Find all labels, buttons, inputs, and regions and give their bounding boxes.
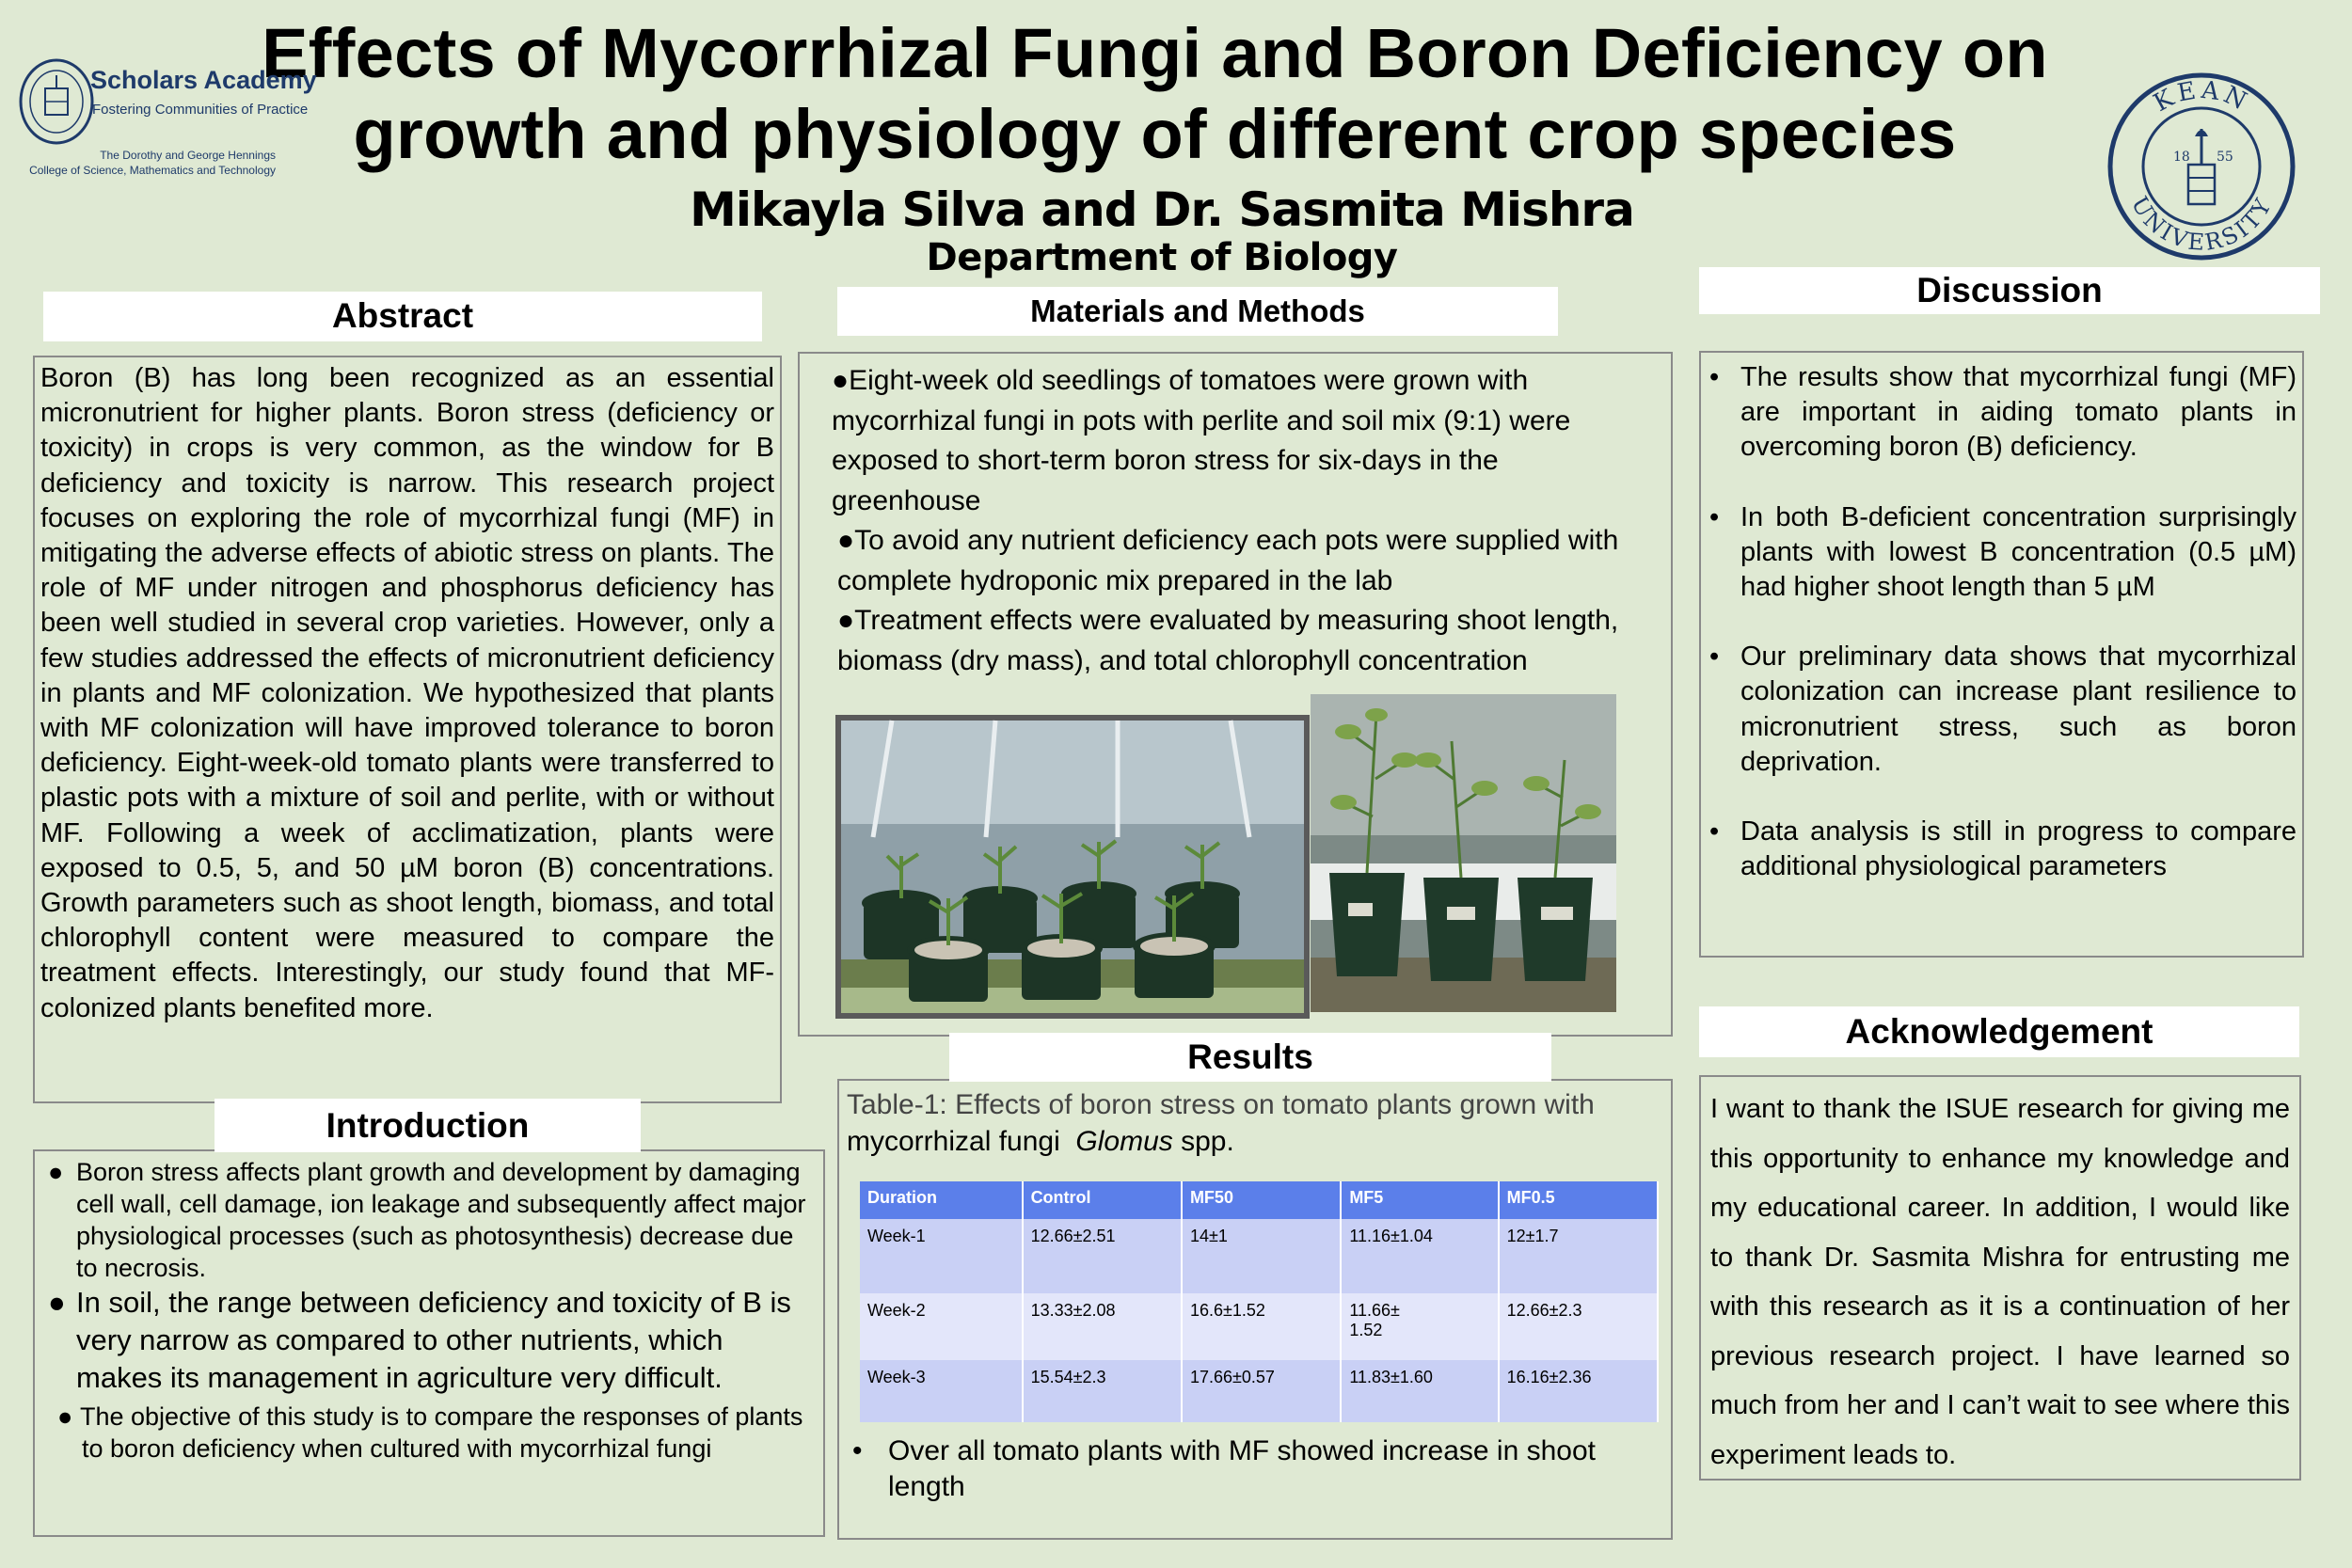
table-caption: Table-1: Effects of boron stress on tomato plants grown with mycorrhizal fungi Glomus spp. [847, 1089, 1595, 1157]
table-cell: Week-1 [860, 1219, 1023, 1293]
table-header-cell: MF5 [1341, 1181, 1498, 1219]
abstract-heading: Abstract [43, 292, 762, 341]
table-row [860, 1360, 1658, 1422]
discussion-item: • Our preliminary data shows that mycorrhizal colonization can increase plant resilience to micronutrient stress, such as boron deprivation. [1709, 641, 2296, 777]
logo-name: Scholars Academy [90, 66, 317, 94]
table-cell: 12.66±2.3 [1499, 1293, 1658, 1360]
table-cell: 12±1.7 [1499, 1219, 1658, 1293]
table-cell: 15.54±2.3 [1023, 1360, 1182, 1422]
discussion-item: • Data analysis is still in progress to compare additional physiological parameters [1709, 816, 2296, 882]
discussion-item: • In both B-deficient concentration surprisingly plants with lowest B concentration (0.5 µM) had higher shoot length than 5 µM [1709, 501, 2296, 603]
svg-text:KEAN: KEAN [2149, 75, 2255, 119]
logo-college-line-1: The Dorothy and George Hennings [100, 149, 276, 162]
results-heading: Results [949, 1033, 1551, 1082]
title-line-1: Effects of Mycorrhizal Fungi and Boron Deficiency on [262, 14, 2048, 92]
table-header-cell: Duration [860, 1181, 1023, 1219]
scholars-academy-logo [17, 55, 317, 186]
discussion-item: • The results show that mycorrhizal fungi (MF) are important in aiding tomato plants in overcoming boron (B) deficiency. [1709, 362, 2296, 463]
results-panel [837, 1079, 1673, 1540]
discussion-panel [1699, 351, 2304, 958]
discussion-heading: Discussion [1699, 267, 2320, 314]
table-header-cell: MF0.5 [1499, 1181, 1658, 1219]
intro-item: ● The objective of this study is to compare the responses of plants to boron deficiency when cultured with mycorrhizal fungi [57, 1402, 803, 1463]
acknowledgement-text: I want to thank the ISUE research for giving me this opportunity to enhance my knowledge and my educational career. In addition, I would like to thank Dr. Sasmita Mishra for entrusting me with this research as it is a continuation of her previous research project. I have learned so much from her and I can’t wait to see where this experiment leads to. [1699, 1075, 2301, 1481]
kean-seal-small-icon [17, 55, 102, 149]
introduction-panel [33, 1149, 825, 1537]
table-cell: 11.83±1.60 [1341, 1360, 1498, 1422]
table-cell: Week-3 [860, 1360, 1023, 1422]
table-cell: 12.66±2.51 [1023, 1219, 1182, 1293]
title-line-2: growth and physiology of different crop species [353, 95, 1957, 173]
methods-item: ●Treatment effects were evaluated by measuring shoot length, biomass (dry mass), and total chlorophyll concentration [837, 605, 1619, 676]
svg-text:UNIVERSITY: UNIVERSITY [2125, 192, 2279, 256]
table-cell: 16.16±2.36 [1499, 1360, 1658, 1422]
abstract-text: Boron (B) has long been recognized as an essential micronutrient for higher plants. Boron stress (deficiency or toxicity) in crops is very common, as the window for B deficiency and toxicity is narrow. This research project focuses on exploring the role of mycorrhizal fungi (MF) in mitigating the adverse effects of abiotic stress on plants. The role of MF under nitrogen and phosphorus deficiency has been well studied in several crop varieties. However, only a few studies addressed the effects of micronutrient deficiency in plants and MF colonization. We hypothesized that plants with MF colonization will have improved tolerance to boron deficiency. Eight-week-old tomato plants were transferred to plastic pots with a mixture of soil and perlite, with or without MF. Following a week of acclimatization, plants were exposed to 0.5, 5, and 50 µM boron (B) concentrations. Growth parameters such as shoot length, biomass, and total chlorophyll content were measured to compare the treatment effects. Interestingly, our study found that MF-colonized plants benefited more. [33, 356, 782, 1103]
logo-college-line-2: College of Science, Mathematics and Technology [29, 164, 276, 177]
table-cell: 13.33±2.08 [1023, 1293, 1182, 1360]
table-cell: 11.66± 1.52 [1341, 1293, 1498, 1360]
intro-item: ● Boron stress affects plant growth and development by damaging cell wall, cell damage, ion leakage and subsequently affect major physiological processes (such as photosynthesis) decrease due to necrosis. [48, 1158, 806, 1282]
table-row [860, 1219, 1658, 1293]
table-header-row [860, 1181, 1658, 1219]
table-cell: 16.6±1.52 [1182, 1293, 1341, 1360]
table-cell: 14±1 [1182, 1219, 1341, 1293]
table-cell: 17.66±0.57 [1182, 1360, 1341, 1422]
results-finding: • Over all tomato plants with MF showed increase in shoot length [852, 1435, 1597, 1502]
table-cell: Week-2 [860, 1293, 1023, 1360]
poster-title [235, 13, 2074, 175]
methods-item: ●To avoid any nutrient deficiency each pots were supplied with complete hydroponic mix prepared in the lab [837, 525, 1619, 596]
intro-item: ● In soil, the range between deficiency and toxicity of B is very narrow as compared to other nutrients, which makes its management in agriculture very difficult. [48, 1286, 791, 1394]
acknowledgement-heading: Acknowledgement [1699, 1006, 2299, 1057]
introduction-heading: Introduction [215, 1099, 641, 1152]
svg-text:18: 18 [2173, 150, 2190, 165]
table-row [860, 1293, 1658, 1360]
authors: Mikayla Silva and Dr. Sasmita Mishra [690, 182, 1634, 237]
svg-text:55: 55 [2217, 150, 2233, 165]
greenhouse-seedlings-photo [835, 715, 1310, 1019]
department: Department of Biology [926, 236, 1398, 279]
tomato-plants-pots-photo [1311, 694, 1616, 1012]
results-table [860, 1181, 1659, 1422]
table-cell: 11.16±1.04 [1341, 1219, 1498, 1293]
kean-university-seal-icon [2106, 71, 2298, 263]
table-header-cell: MF50 [1182, 1181, 1341, 1219]
methods-item: ●Eight-week old seedlings of tomatoes were grown with mycorrhizal fungi in pots with perlite and soil mix (9:1) were exposed to short-term boron stress for six-days in the greenhouse [832, 365, 1571, 516]
logo-tagline: Fostering Communities of Practice [92, 102, 309, 118]
table-header-cell: Control [1023, 1181, 1182, 1219]
methods-heading: Materials and Methods [837, 287, 1558, 336]
